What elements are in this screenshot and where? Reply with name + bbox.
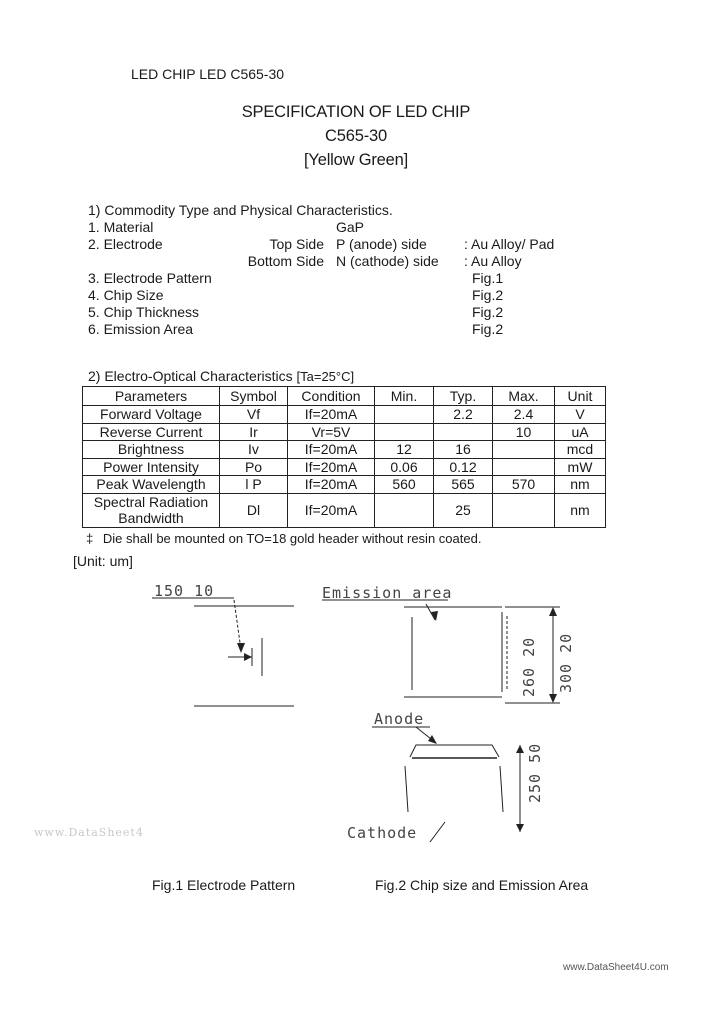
top-side-value: P (anode) side: [336, 236, 427, 252]
table-cell: [493, 458, 555, 476]
table-cell: mW: [555, 458, 606, 476]
thickness-label: 5. Chip Thickness: [88, 304, 200, 320]
table-cell: Iv: [220, 441, 288, 459]
emission-ref: Fig.2: [472, 321, 504, 337]
thickness-dim-text: 250 50: [526, 742, 544, 803]
table-cell: 25: [434, 493, 493, 527]
table-cell: 16: [434, 441, 493, 459]
thickness-arrow-down-icon: [516, 824, 524, 832]
column-header: Max.: [493, 387, 555, 406]
table-cell: nm: [555, 493, 606, 527]
table-cell: [434, 423, 493, 441]
material-value: GaP: [336, 219, 365, 235]
table-cell: mcd: [555, 441, 606, 459]
table-cell: If=20mA: [288, 476, 375, 494]
top-side-material: : Au Alloy/ Pad: [464, 236, 555, 252]
table-row: [83, 441, 606, 459]
anode-arrow-icon: [428, 735, 437, 744]
note-text: Die shall be mounted on TO=18 gold header without resin coated.: [102, 531, 482, 546]
cathode-label: Cathode: [347, 824, 418, 842]
pad-dim-text: 150 10: [154, 582, 215, 600]
table-cell: Ir: [220, 423, 288, 441]
chip-dim-arrow-down-icon: [549, 694, 557, 703]
thickness-ref: Fig.2: [472, 304, 504, 320]
pad-leader-line: [234, 600, 241, 650]
table-cell: [375, 493, 434, 527]
table-cell: [493, 441, 555, 459]
fig1-caption: Fig.1 Electrode Pattern: [152, 877, 296, 893]
bottom-side-material: : Au Alloy: [464, 253, 522, 269]
material-label: 1. Material: [88, 219, 154, 235]
table-cell: 570: [493, 476, 555, 494]
column-header: Condition: [288, 387, 375, 406]
size-label: 4. Chip Size: [88, 287, 164, 303]
chip-side-top: [410, 745, 499, 757]
table-cell: Reverse Current: [83, 423, 220, 441]
table-cell: [375, 406, 434, 424]
watermark-right: www.DataSheet4U.com: [563, 962, 669, 973]
bottom-side-value: N (cathode) side: [336, 253, 439, 269]
table-row: [83, 406, 606, 424]
table-cell: Forward Voltage: [83, 406, 220, 424]
table-cell: Power Intensity: [83, 458, 220, 476]
table-cell: Dl: [220, 493, 288, 527]
emission-label: 6. Emission Area: [88, 321, 194, 337]
table-cell: uA: [555, 423, 606, 441]
table-cell: 0.06: [375, 458, 434, 476]
table-cell: If=20mA: [288, 458, 375, 476]
table-header-row: [83, 387, 606, 406]
note: [86, 531, 481, 546]
column-header: Min.: [375, 387, 434, 406]
table-cell: l P: [220, 476, 288, 494]
emission-area-label: Emission area: [322, 584, 453, 602]
top-side-label: Top Side: [269, 236, 324, 252]
column-header: Unit: [555, 387, 606, 406]
section1-heading: 1) Commodity Type and Physical Characteristics.: [88, 202, 393, 218]
table-row: [83, 476, 606, 494]
table-cell: 12: [375, 441, 434, 459]
section2-condition: [Ta=25°C]: [296, 369, 355, 384]
document-top-line: LED CHIP LED C565-30: [131, 66, 285, 82]
bottom-side-label: Bottom Side: [247, 253, 324, 269]
size-ref: Fig.2: [472, 287, 504, 303]
chip-dim-text: 300 20: [557, 632, 575, 693]
table-cell: 2.4: [493, 406, 555, 424]
column-header: Parameters: [83, 387, 220, 406]
figures-drawing: [0, 570, 720, 860]
table-row: [83, 423, 606, 441]
chip-dim-arrow-up-icon: [549, 607, 557, 616]
electro-optical-table: [82, 386, 606, 528]
table-cell: Vf: [220, 406, 288, 424]
pad-dim-arrow-icon: [244, 653, 252, 661]
pattern-ref: Fig.1: [472, 270, 504, 286]
pad-arrow-icon: [237, 643, 245, 653]
watermark-left: www.DataSheet4: [34, 826, 144, 839]
table-cell: 565: [434, 476, 493, 494]
fig2-caption: Fig.2 Chip size and Emission Area: [375, 877, 589, 893]
chip-model: C565-30: [325, 127, 387, 145]
table-row: [83, 493, 606, 527]
table-cell: If=20mA: [288, 493, 375, 527]
table-cell: Po: [220, 458, 288, 476]
table-cell: V: [555, 406, 606, 424]
pattern-label: 3. Electrode Pattern: [88, 270, 212, 286]
table-cell: 2.2: [434, 406, 493, 424]
table-cell: If=20mA: [288, 441, 375, 459]
chip-side-left: [405, 766, 408, 812]
section2-heading: [88, 368, 354, 384]
column-header: Symbol: [220, 387, 288, 406]
table-cell: [375, 423, 434, 441]
table-cell: Vr=5V: [288, 423, 375, 441]
table-cell: nm: [555, 476, 606, 494]
emission-dim-text: 260 20: [520, 636, 538, 697]
section2-heading-text: 2) Electro-Optical Characteristics: [88, 368, 293, 384]
table-cell: 0.12: [434, 458, 493, 476]
table-cell: Peak Wavelength: [83, 476, 220, 494]
table-cell: Brightness: [83, 441, 220, 459]
cathode-leader-line: [430, 822, 445, 842]
document-title: SPECIFICATION OF LED CHIP: [241, 103, 471, 121]
table-cell: If=20mA: [288, 406, 375, 424]
table-cell: [493, 493, 555, 527]
anode-label: Anode: [374, 710, 425, 728]
param-line: Spectral Radiation: [93, 493, 209, 510]
param-line: Bandwidth: [118, 510, 184, 526]
table-cell: 560: [375, 476, 434, 494]
note-mark: ‡: [86, 531, 94, 546]
column-header: Typ.: [434, 387, 493, 406]
table-cell: [83, 493, 220, 527]
chip-side-right: [500, 766, 503, 812]
unit-label: [Unit: um]: [73, 553, 133, 569]
thickness-arrow-up-icon: [516, 745, 524, 753]
table-cell: 10: [493, 423, 555, 441]
table-row: [83, 458, 606, 476]
electrode-label: 2. Electrode: [88, 236, 163, 252]
chip-color: [Yellow Green]: [304, 151, 408, 169]
